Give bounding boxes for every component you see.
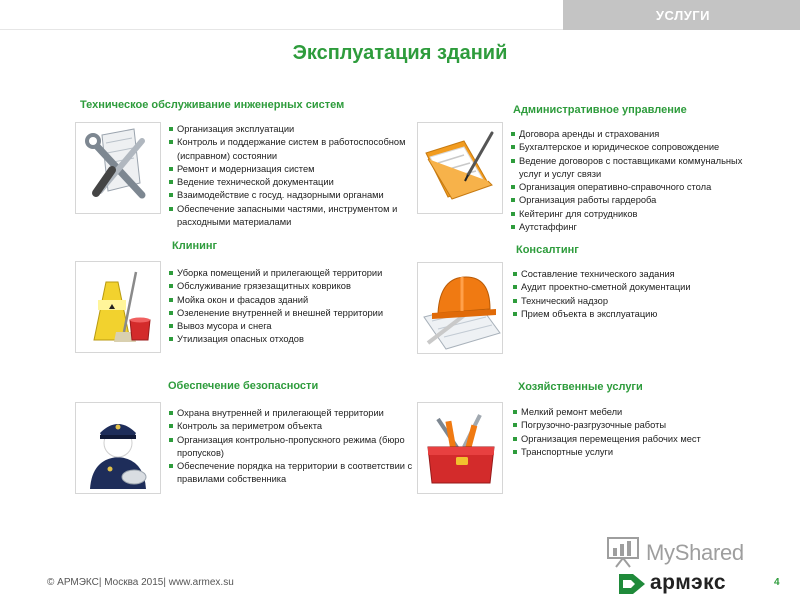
list-item: Обеспечение порядка на территории в соответствии с правилами собственника bbox=[168, 460, 413, 487]
logo-text: армэкс bbox=[650, 571, 726, 594]
list-item: Организация работы гардероба bbox=[510, 194, 755, 207]
list-item: Бухгалтерское и юридическое сопровождение bbox=[510, 141, 755, 154]
section-title-maintenance: Техническое обслуживание инженерных систем bbox=[80, 99, 345, 111]
section-title-household: Хозяйственные услуги bbox=[518, 381, 643, 393]
list-item: Аутстаффинг bbox=[510, 221, 755, 234]
list-item: Охрана внутренней и прилегающей территории bbox=[168, 407, 413, 420]
list-item: Организация контрольно-пропускного режима (бюро пропусков) bbox=[168, 434, 413, 461]
footer-copyright: © АРМЭКС| Москва 2015| www.armex.su bbox=[47, 577, 234, 588]
section-tab: УСЛУГИ bbox=[563, 0, 800, 30]
list-item: Контроль за периметром объекта bbox=[168, 420, 413, 433]
list-item: Озеленение внутренней и внешней территории bbox=[168, 307, 413, 320]
list-admin bbox=[510, 128, 755, 234]
hardhat-blueprint-icon bbox=[417, 262, 503, 354]
list-item: Организация перемещения рабочих мест bbox=[512, 433, 757, 446]
section-title-admin: Административное управление bbox=[513, 104, 687, 116]
logo-mark-icon bbox=[617, 572, 647, 598]
list-household bbox=[512, 406, 757, 459]
list-item: Прием объекта в эксплуатацию bbox=[512, 308, 757, 321]
list-item: Ведение технической документации bbox=[168, 176, 413, 189]
list-item: Технический надзор bbox=[512, 295, 757, 308]
list-item: Взаимодействие с госуд. надзорными органами bbox=[168, 189, 413, 202]
list-item: Утилизация опасных отходов bbox=[168, 333, 413, 346]
page-title: Эксплуатация зданий bbox=[292, 42, 508, 64]
list-item: Мойка окон и фасадов зданий bbox=[168, 294, 413, 307]
list-item: Составление технического задания bbox=[512, 268, 757, 281]
list-item: Кейтеринг для сотрудников bbox=[510, 208, 755, 221]
list-item: Аудит проектно-сметной документации bbox=[512, 281, 757, 294]
folder-pen-icon bbox=[417, 122, 503, 214]
list-item: Обеспечение запасными частями, инструментом и расходными материалами bbox=[168, 203, 413, 230]
list-item: Транспортные услуги bbox=[512, 446, 757, 459]
list-item: Организация оперативно-справочного стола bbox=[510, 181, 755, 194]
list-item: Ведение договоров с поставщиками коммунальных услуг и услуг связи bbox=[510, 155, 755, 182]
list-item: Организация эксплуатации bbox=[168, 123, 413, 136]
watermark bbox=[604, 536, 764, 570]
section-title-cleaning: Клининг bbox=[172, 240, 218, 252]
list-item: Контроль и поддержание систем в работоспособном (исправном) состоянии bbox=[168, 136, 413, 163]
list-item: Погрузочно-разгрузочные работы bbox=[512, 419, 757, 432]
list-security bbox=[168, 407, 413, 487]
watermark-text: MyShared bbox=[646, 540, 744, 565]
company-logo bbox=[617, 572, 747, 600]
list-item: Вывоз мусора и снега bbox=[168, 320, 413, 333]
list-item: Обслуживание грязезащитных ковриков bbox=[168, 280, 413, 293]
list-consulting bbox=[512, 268, 757, 321]
page-number: 4 bbox=[774, 577, 780, 588]
list-item: Мелкий ремонт мебели bbox=[512, 406, 757, 419]
section-title-security: Обеспечение безопасности bbox=[168, 380, 319, 392]
list-item: Уборка помещений и прилегающей территории bbox=[168, 267, 413, 280]
list-item: Ремонт и модернизация систем bbox=[168, 163, 413, 176]
toolbox-icon bbox=[417, 402, 503, 494]
cleaning-icon bbox=[75, 261, 161, 353]
presentation-icon bbox=[604, 536, 644, 568]
list-cleaning bbox=[168, 267, 413, 347]
list-maintenance bbox=[168, 123, 413, 229]
list-item: Договора аренды и страхования bbox=[510, 128, 755, 141]
section-title-consulting: Консалтинг bbox=[516, 244, 579, 256]
tools-icon bbox=[75, 122, 161, 214]
security-guard-icon bbox=[75, 402, 161, 494]
